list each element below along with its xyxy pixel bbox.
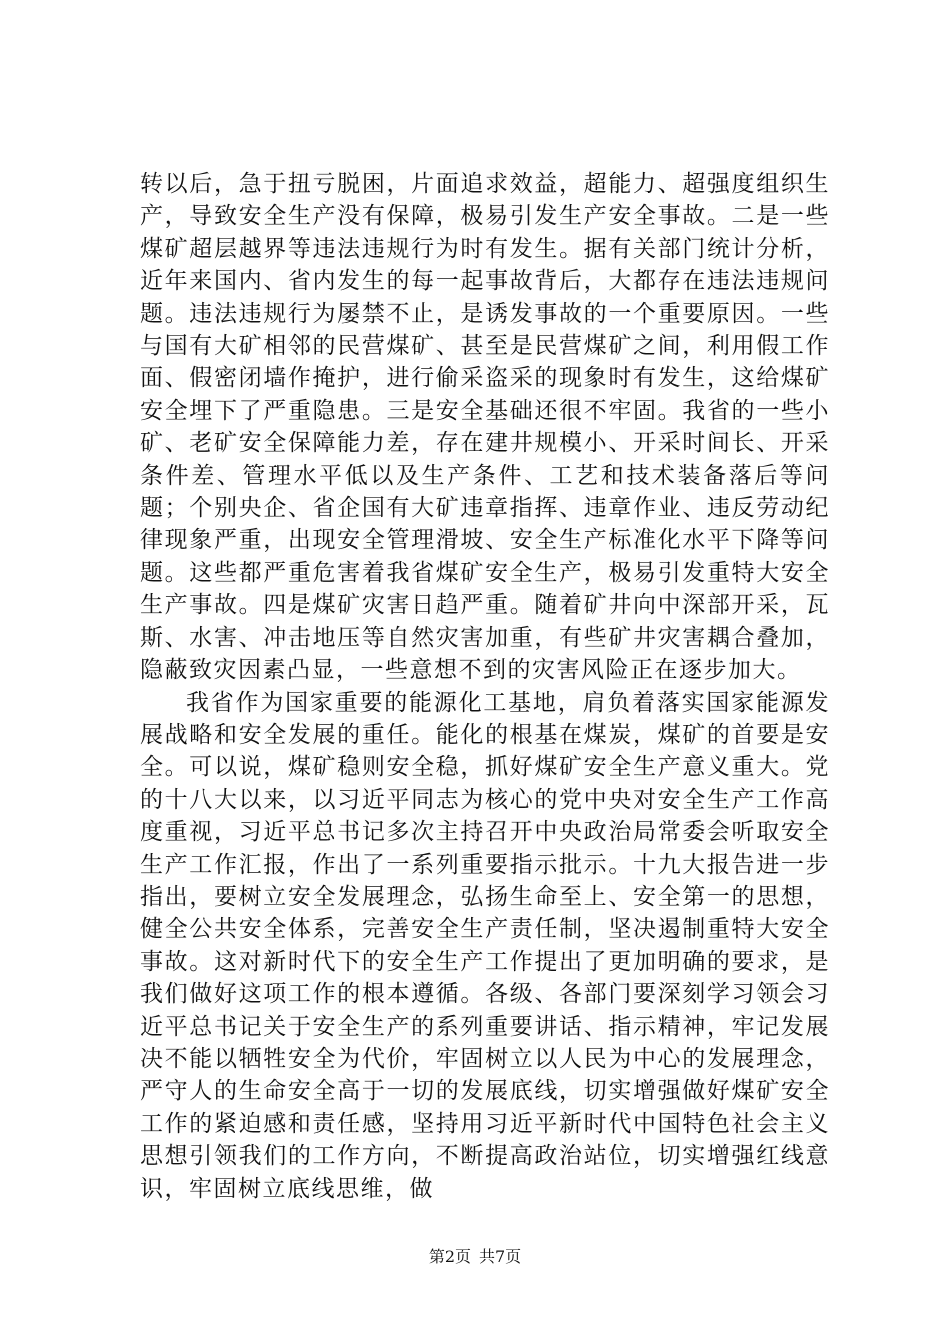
- page-footer: [0, 1244, 950, 1267]
- page-number: 第2页: [428, 1247, 471, 1266]
- document-body: [140, 168, 830, 1205]
- paragraph: 转以后，急于扭亏脱困，片面追求效益，超能力、超强度组织生产，导致安全生产没有保障，极易引发生产安全事故。二是一些煤矿超层越界等违法违规行为时有发生。据有关部门统计分析，近年来国内、省内发生的每一起事故背后，大都存在违法违规问题。违法违规行为屡禁不止，是诱发事故的一个重要原因。一些与国有大矿相邻的民营煤矿、甚至是民营煤矿之间，利用假工作面、假密闭墙作掩护，进行偷采盗采的现象时有发生，这给煤矿安全埋下了严重隐患。三是安全基础还很不牢固。我省的一些小矿、老矿安全保障能力差，存在建井规模小、开采时间长、开采条件差、管理水平低以及生产条件、工艺和技术装备落后等问题；个别央企、省企国有大矿违章指挥、违章作业、违反劳动纪律现象严重，出现安全管理滑坡、安全生产标准化水平下降等问题。这些都严重危害着我省煤矿安全生产，极易引发重特大安全生产事故。四是煤矿灾害日趋严重。随着矿井向中深部开采，瓦斯、水害、冲击地压等自然灾害加重，有些矿井灾害耦合叠加，隐蔽致灾因素凸显，一些意想不到的灾害风险正在逐步加大。: [140, 171, 830, 684]
- paragraph: 我省作为国家重要的能源化工基地，肩负着落实国家能源发展战略和安全发展的重任。能化的根基在煤炭，煤矿的首要是安全。可以说，煤矿稳则安全稳，抓好煤矿安全生产意义重大。党的十八大以来，以习近平同志为核心的党中央对安全生产工作高度重视，习近平总书记多次主持召开中央政治局常委会听取安全生产工作汇报，作出了一系列重要指示批示。十九大报告进一步指出，要树立安全发展理念，弘扬生命至上、安全第一的思想，健全公共安全体系，完善安全生产责任制，坚决遏制重特大安全事故。这对新时代下的安全生产工作提出了更加明确的要求，是我们做好这项工作的根本遵循。各级、各部门要深刻学习领会习近平总书记关于安全生产的系列重要讲话、指示精神，牢记发展决不能以牺牲安全为代价，牢固树立以人民为中心的发展理念，严守人的生命安全高于一切的发展底线，切实增强做好煤矿安全工作的紧迫感和责任感，坚持用习近平新时代中国特色社会主义思想引领我们的工作方向，不断提高政治站位，切实增强红线意识，牢固树立底线思维，做: [140, 689, 830, 1202]
- page-total: 共7页: [479, 1247, 522, 1266]
